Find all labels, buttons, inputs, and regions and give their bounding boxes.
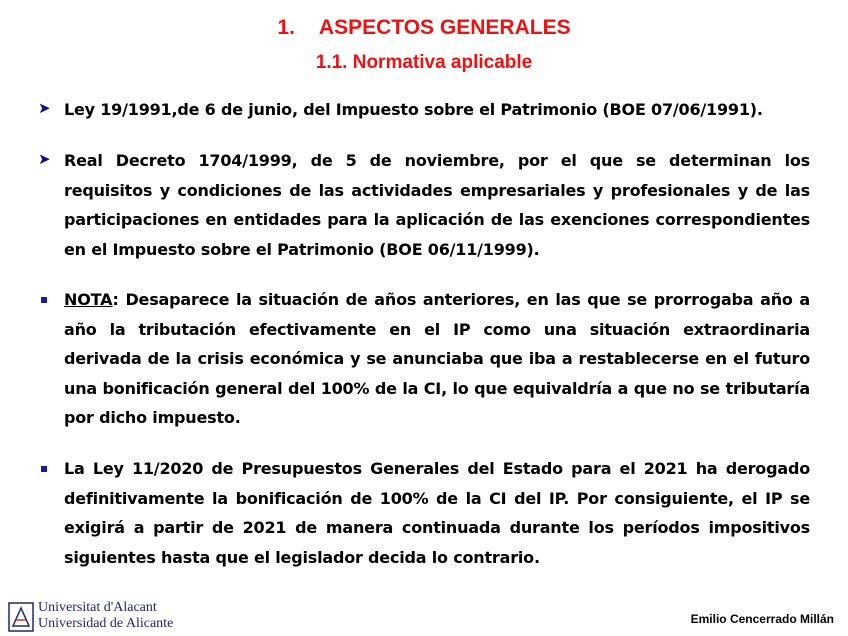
item-text: Real Decreto 1704/1999, de 5 de noviembre, por el que se determinan los requisitos y condiciones de las actividades empresariales y profesionales y de las participaciones en entidades para la aplicación de las exenciones correspondientes en el Impuesto sobre el Patrimonio (BOE 06/11/1999). (64, 151, 810, 259)
arrow-bullet-icon: ➤ (38, 100, 51, 117)
square-bullet-icon (41, 466, 47, 472)
university-logo-icon (8, 602, 34, 632)
arrow-bullet-icon: ➤ (38, 151, 51, 168)
square-bullet-icon (41, 297, 47, 303)
section-subtitle: 1.1. Normativa aplicable (315, 52, 533, 73)
section-heading (0, 16, 848, 40)
author-name: Emilio Cencerrado Millán (690, 612, 834, 626)
section-title: ASPECTOS GENERALES (318, 16, 571, 39)
university-name (38, 600, 173, 632)
list-item (64, 95, 810, 125)
item-text: : Desaparece la situación de años anteriores, en las que se prorrogaba año a año la tributación efectivamente en el IP como una situación extraordinaria derivada de la crisis económica y se anunciaba que iba a restablecerse en el futuro una bonificación general del 100% de la CI, lo que equivaldría a que no se tributaría por dicho impuesto. (64, 290, 810, 427)
list-item (64, 454, 810, 572)
item-text: Ley 19/1991,de 6 de junio, del Impuesto sobre el Patrimonio (BOE 07/06/1991). (64, 100, 763, 119)
university-name-spanish: Universidad de Alicante (38, 616, 174, 631)
university-name-valencian: Universitat d'Alacant (38, 600, 157, 615)
list-item (64, 146, 810, 264)
section-number: 1. (277, 16, 295, 39)
list-item (64, 285, 810, 433)
item-text: La Ley 11/2020 de Presupuestos Generales del Estado para el 2021 ha derogado definitivamente la bonificación de 100% de la CI del IP. Por consiguiente, el IP se exigirá a partir de 2021 de manera continuada durante los períodos impositivos siguientes hasta que el legislador decida lo contrario. (64, 459, 810, 567)
note-label: NOTA (64, 290, 113, 309)
